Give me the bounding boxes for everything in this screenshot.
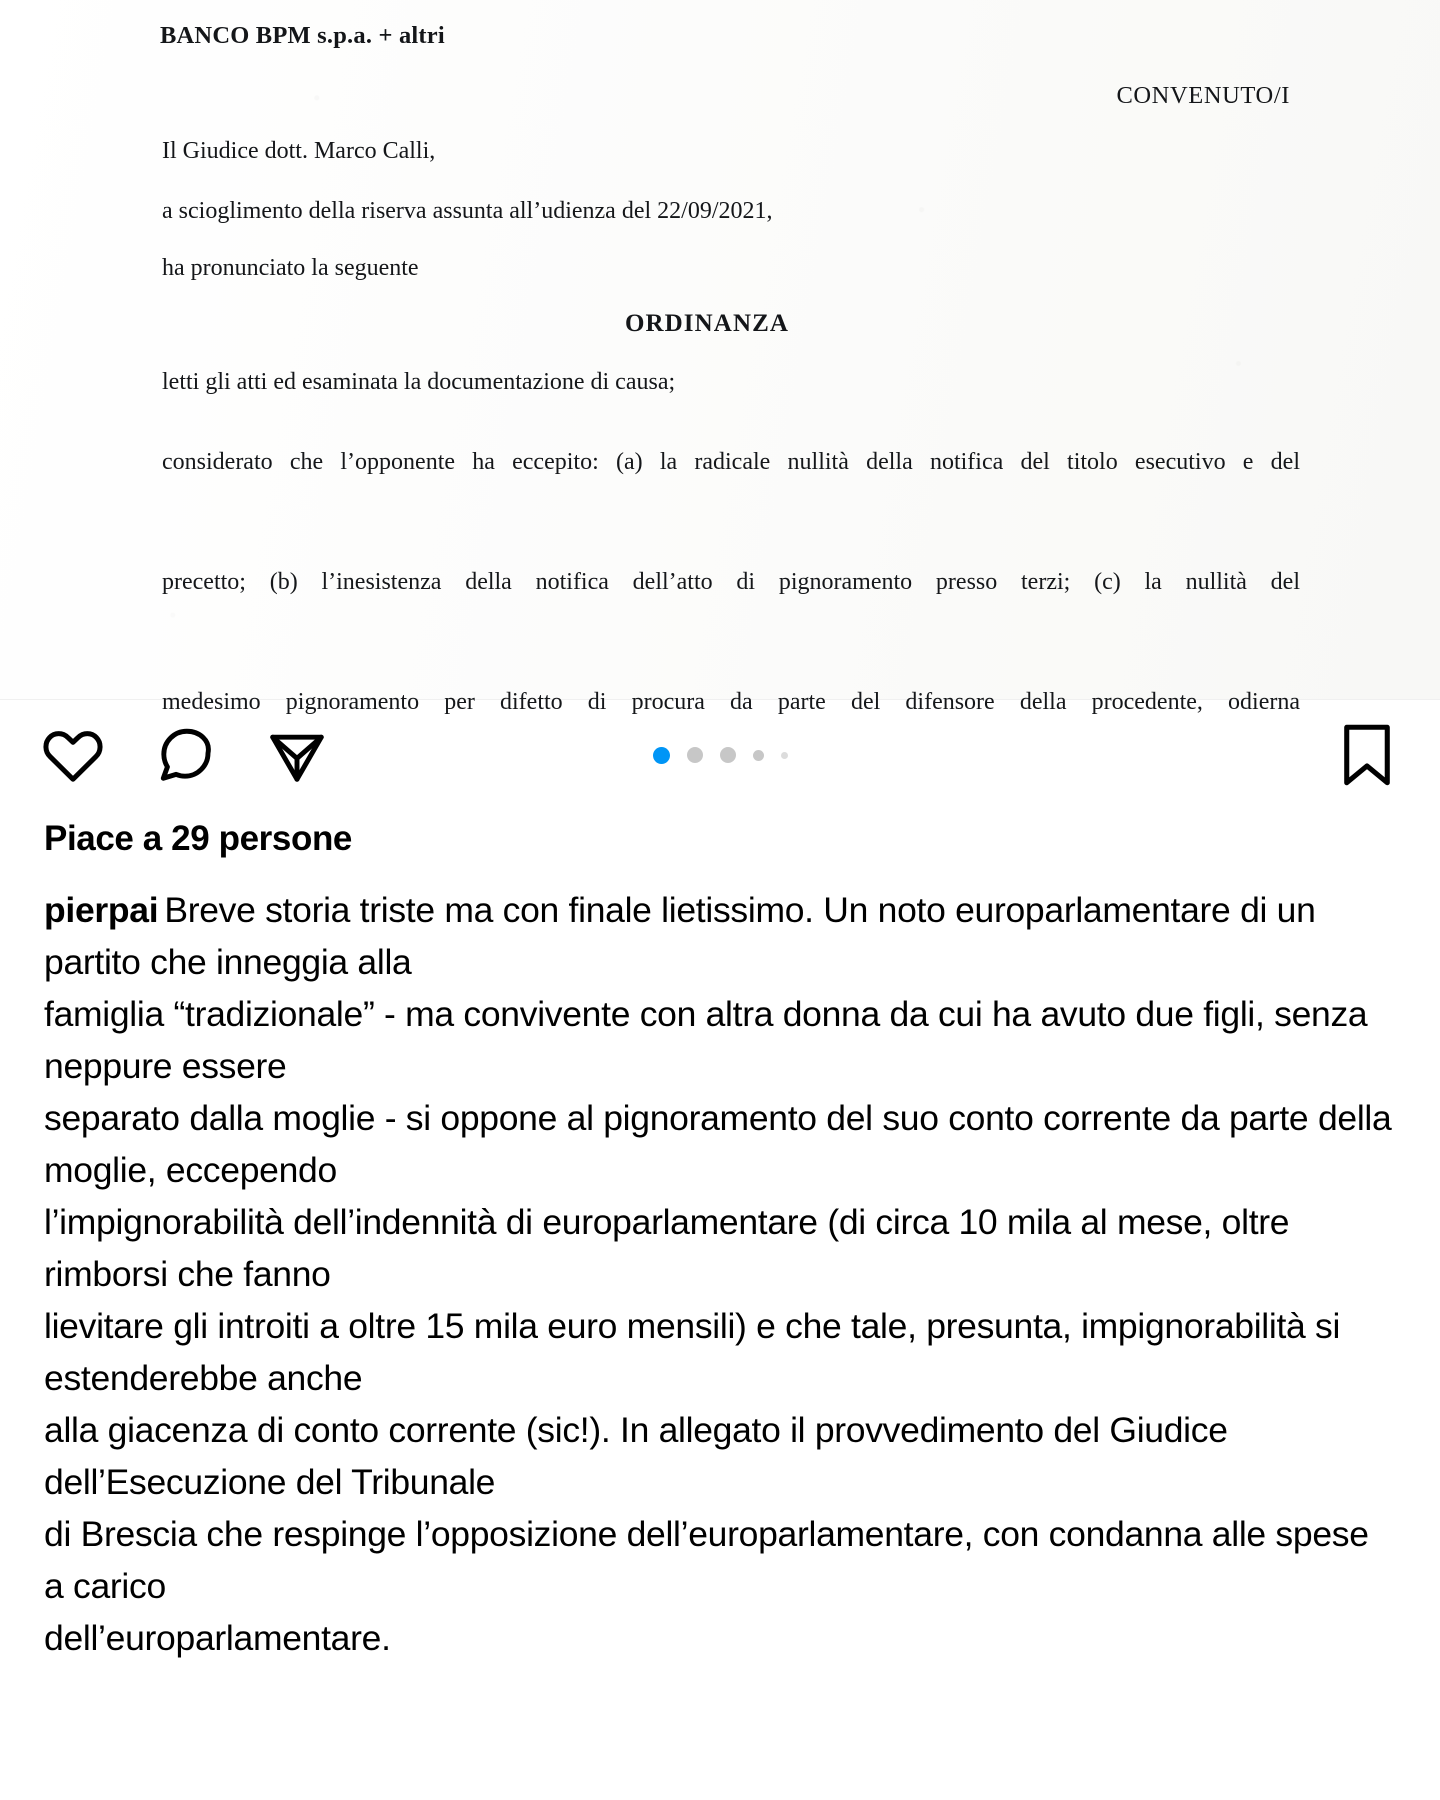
carousel-dot-active[interactable] bbox=[653, 747, 670, 764]
carousel-dot[interactable] bbox=[687, 747, 703, 763]
caption-text-line: Breve storia triste ma con finale lietissimo. Un noto europarlamentare di un partito che inneggia alla bbox=[44, 890, 1316, 982]
caption-username[interactable]: pierpai bbox=[44, 890, 159, 930]
document-paragraph-line: precetto; (b) l’inesistenza della notifica dell’atto di pignoramento presso terzi; (c) la nullità del bbox=[162, 569, 1300, 595]
document-role-label: CONVENUTO/I bbox=[1116, 82, 1290, 109]
document-hearing-line: a scioglimento della riserva assunta all’udienza del 22/09/2021, bbox=[162, 198, 773, 224]
save-button[interactable] bbox=[1330, 718, 1404, 792]
likes-count[interactable]: Piace a 29 persone bbox=[44, 819, 352, 858]
caption-text-line: lievitare gli introiti a oltre 15 mila euro mensili) e che tale, presunta, impignorabilità si estenderebbe anche bbox=[44, 1306, 1341, 1398]
carousel-dot[interactable] bbox=[720, 747, 736, 763]
caption-text-line: dell’europarlamentare. bbox=[44, 1618, 391, 1658]
paper-plane-icon bbox=[266, 724, 328, 786]
post-caption bbox=[0, 860, 1440, 1724]
comment-bubble-icon bbox=[154, 724, 216, 786]
document-page bbox=[0, 0, 1440, 715]
document-read-line: letti gli atti ed esaminata la documentazione di causa; bbox=[162, 369, 676, 395]
document-party-header: BANCO BPM s.p.a. + altri bbox=[160, 22, 445, 49]
heart-icon bbox=[41, 726, 105, 784]
bookmark-icon bbox=[1338, 723, 1396, 787]
document-paragraph-line: considerato che l’opponente ha eccepito: (a) la radicale nullità della notifica del titolo esecutivo e del bbox=[162, 449, 1300, 475]
comment-button[interactable] bbox=[148, 718, 222, 792]
like-button[interactable] bbox=[36, 718, 110, 792]
carousel-dot[interactable] bbox=[781, 752, 788, 759]
post-action-bar bbox=[0, 700, 1440, 810]
post-media-document[interactable] bbox=[0, 0, 1440, 715]
document-judge-line: Il Giudice dott. Marco Calli, bbox=[162, 138, 436, 164]
share-button[interactable] bbox=[260, 718, 334, 792]
document-heading: ORDINANZA bbox=[624, 310, 790, 337]
secondary-actions bbox=[1330, 718, 1404, 792]
caption-text-line: alla giacenza di conto corrente (sic!). In allegato il provvedimento del Giudice dell’Esecuzione del Tribunale bbox=[44, 1410, 1228, 1502]
caption-text-line: l’impignorabilità dell’indennità di europarlamentare (di circa 10 mila al mese, oltre rimborsi che fanno bbox=[44, 1202, 1290, 1294]
document-paragraph-line: medesimo pignoramento per difetto di procura da parte del difensore della procedente, odierna bbox=[162, 689, 1300, 715]
primary-actions bbox=[36, 718, 334, 792]
caption-text-line: separato dalla moglie - si oppone al pignoramento del suo conto corrente da parte della moglie, eccependo bbox=[44, 1098, 1392, 1190]
caption-text-line: famiglia “tradizionale” - ma convivente con altra donna da cui ha avuto due figli, senza neppure essere bbox=[44, 994, 1368, 1086]
document-pronounced-line: ha pronunciato la seguente bbox=[162, 255, 419, 281]
caption-text-line: di Brescia che respinge l’opposizione dell’europarlamentare, con condanna alle spese a carico bbox=[44, 1514, 1369, 1606]
carousel-dot[interactable] bbox=[753, 750, 764, 761]
